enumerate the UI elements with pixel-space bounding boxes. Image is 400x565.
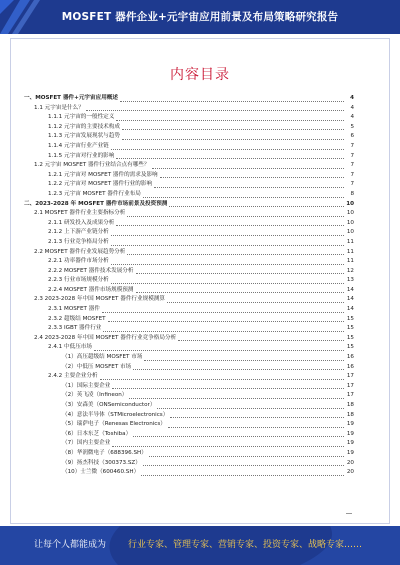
toc-leader-dots [178,339,344,341]
toc-entry[interactable] [24,161,354,171]
toc-page-number: 12 [346,267,354,274]
toc-entry-title: 2.2.3 行业市场规模分析 [48,277,109,284]
toc-page-number: 17 [346,392,354,399]
toc-leader-dots [127,215,344,217]
toc-entry-title: 2.4 2023-2028 年中国 MOSFET 器件行业竞争格局分析 [34,334,177,341]
toc-leader-dots [167,301,344,303]
toc-leader-dots [141,474,344,476]
toc-page-number: 15 [346,334,354,341]
toc-entry[interactable] [24,324,354,334]
toc-entry-title: （2）英飞凌（Infineon） [62,392,128,399]
toc-entry[interactable] [24,353,354,363]
toc-leader-dots [129,397,344,399]
toc-entry[interactable] [24,439,354,449]
toc-entry-title: 1.2.1 元宇宙对 MOSFET 器件的需求及影响 [48,171,158,178]
toc-entry[interactable] [24,152,354,162]
toc-entry[interactable] [24,104,354,114]
toc-entry-title: 2.2.4 MOSFET 器件市场规模预测 [48,286,134,293]
toc-leader-dots [143,196,344,198]
toc-page-number: 15 [346,315,354,322]
toc-leader-dots [102,311,344,313]
toc-page-number: 8 [350,190,354,197]
toc-leader-dots [111,282,344,284]
toc-entry[interactable] [24,372,354,382]
toc-entry-title: 1.1.5 元宇宙对行业的影响 [48,152,115,159]
toc-leader-dots [149,455,344,457]
toc-leader-dots [168,426,344,428]
toc-leader-dots [157,407,344,409]
toc-leader-dots [133,435,344,437]
toc-entry-title: 1.1.2 元宇宙的主要技术构成 [48,123,120,130]
toc-page-number: 7 [350,162,354,169]
toc-page-number: 11 [346,248,354,255]
toc-entry-title: （7）国内主要企业 [62,440,111,447]
toc-page-number: 7 [350,181,354,188]
toc-page-number: 20 [346,469,354,476]
header-bar [0,0,400,34]
toc-page-number: 17 [346,382,354,389]
toc-entry[interactable] [24,142,354,152]
footer-slogan-left: 让每个人都能成为 [34,540,107,550]
toc-entry-title: 2.4.2 主要企业分析 [48,373,98,380]
toc-page-number: 11 [346,238,354,245]
toc-page-number: 20 [346,459,354,466]
toc-page-number: 7 [350,152,354,159]
toc-page-number: 10 [346,210,354,217]
toc-entry-title: （2）中低压 MOSFET 市场 [62,363,132,370]
toc-page-number: 19 [346,440,354,447]
toc-page-number: 4 [350,95,354,101]
toc-entry-title: （4）意法半导体（STMicroelectronics） [62,411,169,418]
toc-page-number: 4 [350,114,354,121]
toc-leader-dots [143,464,344,466]
toc-entry-title: （1）国际主要企业 [62,382,111,389]
toc-entry[interactable] [24,334,354,344]
toc-leader-dots [112,445,344,447]
toc-entry-title: （8）华润微电子（688396.SH） [62,449,147,456]
toc-leader-dots [127,253,344,255]
toc-leader-dots [86,109,344,111]
toc-page-number: 16 [346,354,354,361]
toc-entry[interactable] [24,190,354,200]
toc-leader-dots [122,128,344,130]
toc-page-number: 14 [346,286,354,293]
toc-entry[interactable] [24,248,354,258]
toc-leader-dots [136,291,345,293]
toc-entry-title: 2.1.3 行业竞争格局分析 [48,238,109,245]
toc-leader-dots [152,167,345,169]
toc-leader-dots [111,234,344,236]
toc-entry-title: （10）士兰微（600460.SH） [62,469,140,476]
toc-leader-dots [111,244,344,246]
toc-entry[interactable] [24,94,354,104]
toc-page-number: 15 [346,325,354,332]
toc-entry[interactable] [24,286,354,296]
toc-entry[interactable] [24,459,354,469]
toc-entry[interactable] [24,391,354,401]
toc-leader-dots [122,138,344,140]
toc-page-number: 14 [346,306,354,313]
table-of-contents [24,94,354,478]
toc-page-number: 4 [350,104,354,111]
toc-entry[interactable] [24,219,354,229]
toc-entry-title: （6）日本东芝（Toshiba） [62,430,132,437]
toc-entry-title: 1.1 元宇宙是什么？ [34,104,84,111]
toc-entry[interactable] [24,401,354,411]
toc-entry[interactable] [24,257,354,267]
toc-entry[interactable] [24,238,354,248]
toc-page-number: 6 [350,133,354,140]
toc-entry[interactable] [24,468,354,478]
toc-page-number: 10 [346,229,354,236]
toc-entry-title: 1.2.3 元宇宙 MOSFET 器件行业布局 [48,190,141,197]
toc-entry-title: 2.1 MOSFET 器件行业主要指标分析 [34,210,126,217]
toc-entry-title: 1.2 元宇宙 MOSFET 器件行业结合点有哪些？ [34,162,150,169]
toc-entry-title: 2.3.2 超级结 MOSFET [48,315,106,322]
toc-entry[interactable] [24,132,354,142]
toc-entry-title: 1.1.4 元宇宙行业产业链 [48,142,109,149]
toc-leader-dots [100,378,344,380]
toc-leader-dots [116,119,344,121]
toc-entry-title: 1.1.3 元宇宙发展现状与趋势 [48,133,120,140]
toc-leader-dots [111,263,344,265]
toc-leader-dots [136,272,345,274]
toc-heading: 内容目录 [170,67,230,83]
toc-entry[interactable] [24,171,354,181]
toc-entry[interactable] [24,305,354,315]
toc-entry[interactable] [24,113,354,123]
toc-page-number: 19 [346,421,354,428]
toc-entry[interactable] [24,343,354,353]
toc-page-number: 18 [346,411,354,418]
toc-leader-dots [116,157,344,159]
toc-leader-dots [112,387,344,389]
toc-entry-title: 2.3 2023-2028 年中国 MOSFET 器件行业规模测算 [34,296,165,303]
toc-page-number: 18 [346,402,354,408]
toc-leader-dots [120,100,344,102]
toc-entry-title: （3）安森美（ONSemiconductor） [62,402,156,408]
toc-page-number: 15 [346,344,354,351]
toc-entry-title: 2.2.1 功率器件市场分析 [48,258,109,265]
toc-page-number: 10 [346,219,354,226]
report-title: MOSFET 器件企业+元宇宙应用前景及布局策略研究报告 [61,11,339,23]
toc-entry-title: 2.2.2 MOSFET 器件技术发展分析 [48,267,134,274]
toc-page-number: 5 [350,123,354,130]
toc-page-number: 16 [346,363,354,370]
toc-entry-title: 二、2023-2028 年 MOSFET 器件市场前景及投资预测 [24,200,168,207]
toc-leader-dots [169,205,344,207]
toc-entry[interactable] [24,209,354,219]
toc-leader-dots [144,359,344,361]
toc-page-number: 19 [346,449,354,456]
toc-entry-title: 1.1.1 元宇宙的一般性定义 [48,114,115,121]
toc-entry[interactable] [24,363,354,373]
toc-entry[interactable] [24,430,354,440]
toc-leader-dots [116,224,344,226]
toc-leader-dots [111,148,344,150]
toc-entry-title: 2.1.1 研发投入及成果分析 [48,219,115,226]
toc-entry-title: 一、MOSFET 器件+元宇宙应用概述 [24,95,118,101]
toc-entry[interactable] [24,276,354,286]
toc-page-number: 11 [346,258,354,265]
toc-entry[interactable] [24,228,354,238]
toc-leader-dots [133,368,344,370]
toc-entry[interactable] [24,420,354,430]
toc-leader-dots [94,349,344,351]
toc-entry-title: 2.2 MOSFET 器件行业发展趋势分析 [34,248,126,255]
toc-entry[interactable] [24,123,354,133]
toc-page-number: 19 [346,430,354,437]
toc-page-number: 7 [350,142,354,149]
toc-leader-dots [160,176,344,178]
toc-entry[interactable] [24,382,354,392]
toc-page-number: 14 [346,296,354,303]
toc-entry[interactable] [24,200,354,210]
toc-page-number: 13 [346,277,354,284]
footer-slogan-right: 行业专家、管理专家、营销专家、投资专家、战略专家…… [128,540,363,550]
toc-leader-dots [108,320,344,322]
toc-leader-dots [154,186,344,188]
toc-entry-title: （1）高压超级结 MOSFET 市场 [62,354,143,361]
toc-entry[interactable] [24,449,354,459]
toc-entry[interactable] [24,411,354,421]
toc-entry-title: 2.3.3 IGBT 器件行业 [48,325,102,332]
toc-entry-title: 2.1.2 上下游产业链分析 [48,229,109,236]
toc-page-number: 10 [346,200,354,207]
toc-entry[interactable] [24,315,354,325]
toc-page-number: 17 [346,373,354,380]
toc-leader-dots [103,330,344,332]
toc-page-number: 7 [350,171,354,178]
toc-entry[interactable] [24,180,354,190]
toc-entry-title: （5）瑞萨电子（Renesas Electronics） [62,421,166,428]
toc-entry[interactable] [24,267,354,277]
toc-entry-title: 2.3.1 MOSFET 器件 [48,306,100,313]
page-marker [346,513,352,514]
toc-entry-title: （9）扬杰科技（300373.SZ） [62,459,141,466]
toc-entry-title: 2.4.1 中低压市场 [48,344,92,351]
toc-entry-title: 1.2.2 元宇宙对 MOSFET 器件行业的影响 [48,181,153,188]
toc-entry[interactable] [24,295,354,305]
toc-leader-dots [170,416,344,418]
